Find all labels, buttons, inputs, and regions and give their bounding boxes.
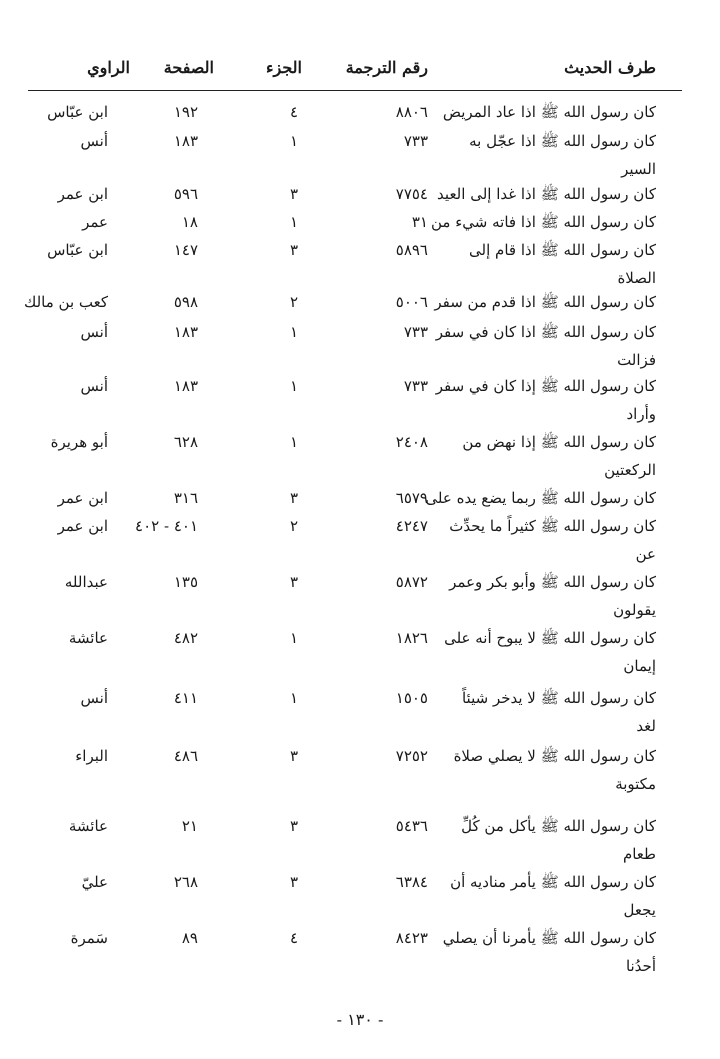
header-hadith: طرف الحديث (564, 58, 656, 77)
hadith-text: كان رسول الله ﷺ لا يصلي صلاة (453, 747, 656, 765)
tarjama-number: ٨٨٠٦ (395, 103, 428, 121)
page-number-cell: ٤٨٦ (173, 747, 198, 765)
tarjama-number: ٥٨٧٢ (395, 573, 428, 591)
hadith-text-continued: الركعتين (604, 461, 656, 479)
hadith-text-continued: يجعل (623, 901, 656, 919)
hadith-text-continued: وأراد (626, 405, 656, 423)
juz-number: ١ (289, 629, 298, 647)
rawi-name: أبو هريرة (50, 433, 108, 451)
juz-number: ٣ (289, 747, 298, 765)
page-number-cell: ٤٨٢ (173, 629, 198, 647)
juz-number: ١ (289, 132, 298, 150)
rawi-name: أنس (80, 132, 108, 150)
hadith-text-continued: لغد (636, 717, 656, 735)
rawi-name: عائشة (68, 629, 108, 647)
hadith-text-continued: عن (635, 545, 656, 563)
juz-number: ٤ (289, 929, 298, 947)
tarjama-number: ٥٠٠٦ (395, 293, 428, 311)
page-number: - ١٣٠ - (336, 1010, 384, 1029)
rawi-name: ابن عبّاس (47, 241, 108, 259)
page-number-cell: ٥٩٨ (173, 293, 198, 311)
juz-number: ١ (289, 213, 298, 231)
juz-number: ٣ (289, 241, 298, 259)
page-number-cell: ٤١١ (173, 689, 198, 707)
page-number-cell: ٢٦٨ (173, 873, 198, 891)
hadith-text: كان رسول الله ﷺ اذا كان في سفر (435, 323, 656, 341)
hadith-text: كان رسول الله ﷺ اذا قدم من سفر (434, 293, 656, 311)
tarjama-number: ٦٥٧٩ (395, 489, 428, 507)
header-juz: الجزء (266, 58, 302, 77)
hadith-text: كان رسول الله ﷺ اذا عجّل به (469, 132, 656, 150)
rawi-name: ابن عمر (57, 185, 108, 203)
hadith-text: كان رسول الله ﷺ يأمرنا أن يصلي (442, 929, 656, 947)
tarjama-number: ٣١ (411, 213, 428, 231)
tarjama-number: ٧٣٣ (403, 377, 428, 395)
hadith-text: كان رسول الله ﷺ اذا فاته شيء من (431, 213, 656, 231)
hadith-text: كان رسول الله ﷺ اذا قام إلى (469, 241, 656, 259)
page-number-cell: ١٨٣ (173, 323, 198, 341)
tarjama-number: ٢٤٠٨ (395, 433, 428, 451)
rawi-name: أنس (80, 323, 108, 341)
hadith-text: كان رسول الله ﷺ اذا غدا إلى العيد (437, 185, 656, 203)
header-rawi: الراوي (87, 58, 130, 77)
hadith-text-continued: مكتوبة (615, 775, 656, 793)
hadith-text: كان رسول الله ﷺ يأمر مناديه أن (450, 873, 656, 891)
hadith-text: كان رسول الله ﷺ إذا كان في سفر (435, 377, 656, 395)
page-number-cell: ٨٩ (181, 929, 198, 947)
hadith-text: كان رسول الله ﷺ لا يبوح أنه على (444, 629, 656, 647)
hadith-text-continued: فزالت (617, 351, 656, 369)
juz-number: ١ (289, 689, 298, 707)
hadith-text-continued: الصلاة (617, 269, 656, 287)
juz-number: ٢ (289, 293, 298, 311)
rawi-name: ابن عمر (57, 517, 108, 535)
juz-number: ٣ (289, 873, 298, 891)
tarjama-number: ٥٨٩٦ (395, 241, 428, 259)
tarjama-number: ٦٣٨٤ (395, 873, 428, 891)
tarjama-number: ٧٧٥٤ (395, 185, 428, 203)
juz-number: ٣ (289, 817, 298, 835)
juz-number: ٣ (289, 573, 298, 591)
juz-number: ٣ (289, 489, 298, 507)
tarjama-number: ١٨٢٦ (395, 629, 428, 647)
rawi-name: عمر (82, 213, 108, 231)
hadith-text-continued: طعام (622, 845, 656, 863)
juz-number: ١ (289, 323, 298, 341)
hadith-text: كان رسول الله ﷺ يأكل من كُلِّ (461, 817, 656, 835)
tarjama-number: ٧٣٣ (403, 132, 428, 150)
page-number-cell: ٥٩٦ (173, 185, 198, 203)
rawi-name: عليّ (81, 873, 108, 891)
rawi-name: ابن عبّاس (47, 103, 108, 121)
page-number-cell: ١٨٣ (173, 377, 198, 395)
page-number-cell: ٢١ (181, 817, 198, 835)
page-number-cell: ١٨٣ (173, 132, 198, 150)
rawi-name: كعب بن مالك (23, 293, 108, 311)
hadith-text: كان رسول الله ﷺ لا يدخر شيئاً (461, 689, 656, 707)
hadith-text-continued: إيمان (623, 657, 656, 675)
juz-number: ٤ (289, 103, 298, 121)
rawi-name: عبدالله (64, 573, 108, 591)
page-number-cell: ٣١٦ (173, 489, 198, 507)
hadith-text: كان رسول الله ﷺ ربما يضع يده على (425, 489, 656, 507)
tarjama-number: ٤٢٤٧ (395, 517, 428, 535)
page-number-cell: ٦٢٨ (173, 433, 198, 451)
hadith-text-continued: يقولون (613, 601, 656, 619)
hadith-text: كان رسول الله ﷺ كثيراً ما يحدِّث (449, 517, 656, 535)
hadith-text: كان رسول الله ﷺ وأبو بكر وعمر (449, 573, 656, 591)
header-tarjama: رقم الترجمة (345, 58, 428, 77)
juz-number: ٣ (289, 185, 298, 203)
juz-number: ١ (289, 377, 298, 395)
hadith-text: كان رسول الله ﷺ اذا عاد المريض (442, 103, 656, 121)
juz-number: ٢ (289, 517, 298, 535)
tarjama-number: ٧٣٣ (403, 323, 428, 341)
rawi-name: أنس (80, 689, 108, 707)
page-number-cell: ١٨ (181, 213, 198, 231)
rawi-name: أنس (80, 377, 108, 395)
rawi-name: سَمرة (70, 929, 108, 947)
tarjama-number: ٥٤٣٦ (395, 817, 428, 835)
hadith-text-continued: أحدُنا (625, 957, 656, 975)
tarjama-number: ٧٢٥٢ (395, 747, 428, 765)
page-number-cell: ١٤٧ (173, 241, 198, 259)
hadith-text-continued: السير (621, 160, 656, 178)
tarjama-number: ٨٤٢٣ (395, 929, 428, 947)
rawi-name: البراء (75, 747, 108, 765)
tarjama-number: ١٥٠٥ (395, 689, 428, 707)
juz-number: ١ (289, 433, 298, 451)
page-number-cell: ٤٠١ - ٤٠٢ (135, 517, 198, 535)
rawi-name: عائشة (68, 817, 108, 835)
page-number-cell: ١٩٢ (173, 103, 198, 121)
rawi-name: ابن عمر (57, 489, 108, 507)
page-number-cell: ١٣٥ (173, 573, 198, 591)
hadith-text: كان رسول الله ﷺ إذا نهض من (462, 433, 656, 451)
header-page: الصفحة (163, 58, 214, 77)
